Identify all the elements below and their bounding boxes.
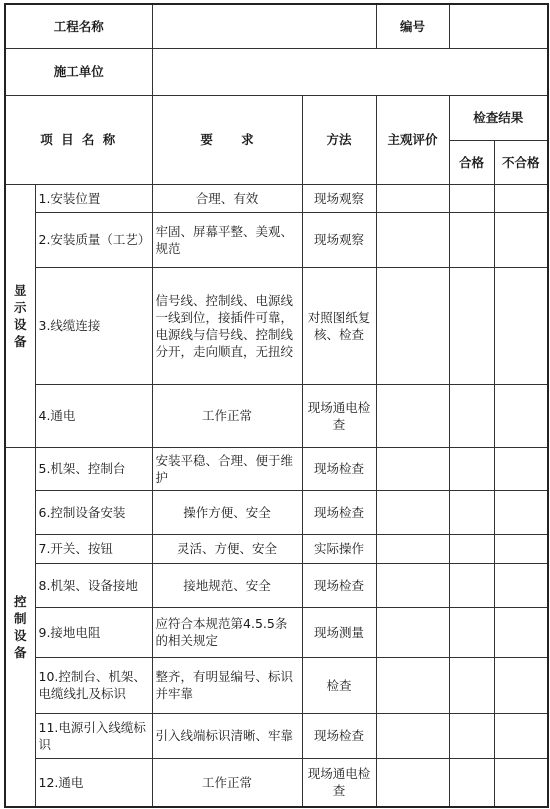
requirement: 接地规范、安全: [152, 563, 302, 607]
pass-cell[interactable]: [449, 447, 494, 490]
subjective-cell[interactable]: [376, 758, 449, 807]
requirement: 灵活、方便、安全: [152, 534, 302, 563]
subjective-cell[interactable]: [376, 563, 449, 607]
col-method: 方法: [302, 95, 376, 184]
fail-cell[interactable]: [494, 758, 548, 807]
item-name: 10.控制台、机架、电缆线扎及标识: [35, 657, 152, 713]
group-label-control: [5, 447, 35, 807]
pass-cell[interactable]: [449, 384, 494, 447]
pass-cell[interactable]: [449, 657, 494, 713]
subjective-cell[interactable]: [376, 607, 449, 657]
table-row: [5, 184, 548, 212]
subjective-cell[interactable]: [376, 267, 449, 384]
subjective-cell[interactable]: [376, 534, 449, 563]
table-row: [5, 212, 548, 267]
item-name: 9.接地电阻: [35, 607, 152, 657]
table-row: [5, 490, 548, 534]
subjective-cell[interactable]: [376, 184, 449, 212]
group-label-char: 制: [13, 610, 27, 626]
subjective-cell[interactable]: [376, 713, 449, 758]
table-row: [5, 713, 548, 758]
item-name: 3.线缆连接: [35, 267, 152, 384]
group-label-char: 设: [13, 316, 27, 332]
group-label-char: 设: [13, 627, 27, 643]
pass-cell[interactable]: [449, 212, 494, 267]
fail-cell[interactable]: [494, 490, 548, 534]
pass-cell[interactable]: [449, 490, 494, 534]
group-label-char: 备: [13, 644, 27, 660]
item-name: 5.机架、控制台: [35, 447, 152, 490]
inspection-table: [4, 3, 549, 808]
subjective-cell[interactable]: [376, 384, 449, 447]
fail-cell[interactable]: [494, 212, 548, 267]
fail-cell[interactable]: [494, 267, 548, 384]
requirement: 合理、有效: [152, 184, 302, 212]
item-name: 11.电源引入线缆标识: [35, 713, 152, 758]
requirement: 工作正常: [152, 758, 302, 807]
requirement: 安装平稳、合理、便于维护: [152, 447, 302, 490]
col-fail: 不合格: [494, 140, 548, 184]
item-name: 2.安装质量（工艺）: [35, 212, 152, 267]
col-subjective: 主观评价: [376, 95, 449, 184]
group-label-char: 控: [13, 593, 27, 609]
method: 现场检查: [302, 563, 376, 607]
table-row: [5, 447, 548, 490]
column-header-row: [5, 95, 548, 140]
pass-cell[interactable]: [449, 563, 494, 607]
subjective-cell[interactable]: [376, 490, 449, 534]
number-value[interactable]: [449, 4, 548, 48]
number-label: 编号: [376, 4, 449, 48]
fail-cell[interactable]: [494, 447, 548, 490]
subjective-cell[interactable]: [376, 212, 449, 267]
pass-cell[interactable]: [449, 184, 494, 212]
fail-cell[interactable]: [494, 607, 548, 657]
table-row: [5, 657, 548, 713]
project-name-label: 工程名称: [5, 4, 152, 48]
requirement: 牢固、屏幕平整、美观、规范: [152, 212, 302, 267]
method: 检查: [302, 657, 376, 713]
pass-cell[interactable]: [449, 607, 494, 657]
fail-cell[interactable]: [494, 563, 548, 607]
method: 现场观察: [302, 212, 376, 267]
method: 现场通电检查: [302, 384, 376, 447]
table-row: [5, 267, 548, 384]
pass-cell[interactable]: [449, 534, 494, 563]
col-result: 检查结果: [449, 95, 548, 140]
item-name: 1.安装位置: [35, 184, 152, 212]
method: 现场观察: [302, 184, 376, 212]
group-label-char: 备: [13, 333, 27, 349]
fail-cell[interactable]: [494, 184, 548, 212]
pass-cell[interactable]: [449, 267, 494, 384]
requirement: 整齐，有明显编号、标识并牢靠: [152, 657, 302, 713]
group-label-char: 显: [13, 282, 27, 298]
item-name: 7.开关、按钮: [35, 534, 152, 563]
requirement: 应符合本规范第4.5.5条的相关规定: [152, 607, 302, 657]
method: 现场检查: [302, 447, 376, 490]
fail-cell[interactable]: [494, 534, 548, 563]
requirement: 操作方便、安全: [152, 490, 302, 534]
method: 现场通电检查: [302, 758, 376, 807]
table-row: [5, 563, 548, 607]
construction-unit-row: [5, 48, 548, 95]
fail-cell[interactable]: [494, 384, 548, 447]
fail-cell[interactable]: [494, 657, 548, 713]
pass-cell[interactable]: [449, 758, 494, 807]
construction-unit-value[interactable]: [152, 48, 548, 95]
method: 现场检查: [302, 713, 376, 758]
item-name: 4.通电: [35, 384, 152, 447]
method: 对照图纸复核、检查: [302, 267, 376, 384]
project-name-value[interactable]: [152, 4, 376, 48]
requirement: 引入线端标识清晰、牢靠: [152, 713, 302, 758]
col-requirement: 要 求: [152, 95, 302, 184]
item-name: 8.机架、设备接地: [35, 563, 152, 607]
col-pass: 合格: [449, 140, 494, 184]
requirement: 信号线、控制线、电源线一线到位，接插件可靠，电源线与信号线、控制线分开，走向顺直，无扭绞: [152, 267, 302, 384]
table-row: [5, 384, 548, 447]
table-row: [5, 758, 548, 807]
col-item-name: 项 目 名 称: [5, 95, 152, 184]
table-row: [5, 607, 548, 657]
pass-cell[interactable]: [449, 713, 494, 758]
group-label-char: 示: [13, 299, 27, 315]
construction-unit-label: 施工单位: [5, 48, 152, 95]
table-row: [5, 534, 548, 563]
group-label-display: [5, 184, 35, 447]
item-name: 6.控制设备安装: [35, 490, 152, 534]
requirement: 工作正常: [152, 384, 302, 447]
subjective-cell[interactable]: [376, 657, 449, 713]
method: 现场测量: [302, 607, 376, 657]
method: 现场检查: [302, 490, 376, 534]
fail-cell[interactable]: [494, 713, 548, 758]
subjective-cell[interactable]: [376, 447, 449, 490]
project-row: [5, 4, 548, 48]
method: 实际操作: [302, 534, 376, 563]
item-name: 12.通电: [35, 758, 152, 807]
